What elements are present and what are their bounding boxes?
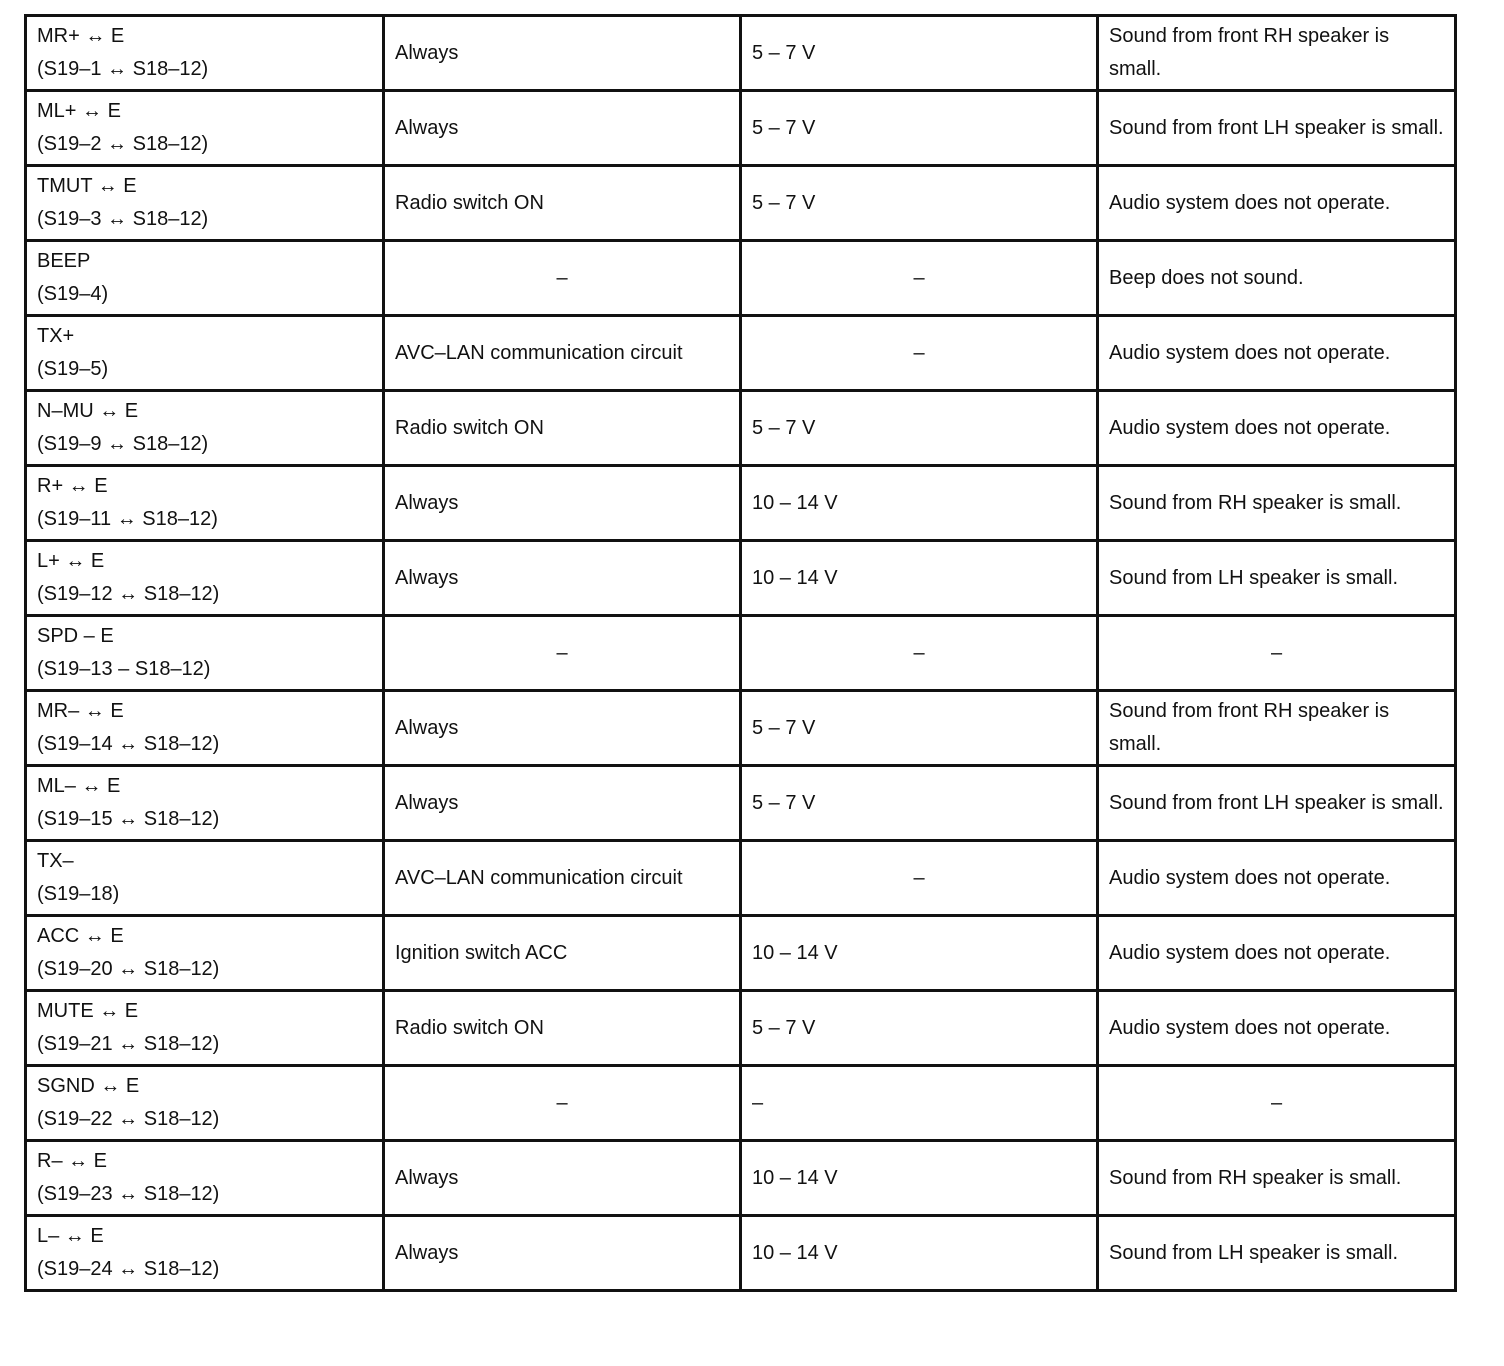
table-row	[26, 991, 1456, 1066]
table-row	[26, 16, 1456, 91]
specified-condition-cell: 5 – 7 V	[741, 391, 1098, 466]
symptom-cell: Sound from RH speaker is small.	[1098, 466, 1456, 541]
terminal-cell	[26, 1216, 384, 1291]
specified-condition-cell: 10 – 14 V	[741, 916, 1098, 991]
terminal-cell	[26, 466, 384, 541]
specified-condition-cell: –	[741, 616, 1098, 691]
terminal-cell	[26, 766, 384, 841]
condition-cell: Always	[384, 16, 741, 91]
table-row	[26, 91, 1456, 166]
terminal-pins: (S19–23 ↔ S18–12)	[37, 1183, 220, 1205]
terminal-pins: (S19–2 ↔ S18–12)	[37, 133, 209, 155]
specified-condition-cell: –	[741, 1066, 1098, 1141]
terminal-name: TMUT ↔ E	[37, 175, 137, 197]
terminal-name: TX+	[37, 325, 75, 347]
specified-condition-cell: 5 – 7 V	[741, 16, 1098, 91]
terminal-inspection-table	[24, 14, 1457, 1292]
table-row	[26, 466, 1456, 541]
specified-condition-cell: 5 – 7 V	[741, 991, 1098, 1066]
symptom-cell: Audio system does not operate.	[1098, 916, 1456, 991]
terminal-cell	[26, 1066, 384, 1141]
terminal-cell	[26, 616, 384, 691]
terminal-name: ML+ ↔ E	[37, 100, 121, 122]
condition-cell: AVC–LAN communication circuit	[384, 841, 741, 916]
terminal-pins: (S19–18)	[37, 883, 120, 905]
specified-condition-cell: 10 – 14 V	[741, 1141, 1098, 1216]
table-row	[26, 391, 1456, 466]
specified-condition-cell: 5 – 7 V	[741, 691, 1098, 766]
table-row	[26, 241, 1456, 316]
table-row	[26, 1141, 1456, 1216]
symptom-cell: Audio system does not operate.	[1098, 316, 1456, 391]
terminal-cell	[26, 1141, 384, 1216]
terminal-name: MR+ ↔ E	[37, 25, 125, 47]
table-row	[26, 616, 1456, 691]
table-row	[26, 541, 1456, 616]
terminal-pins: (S19–12 ↔ S18–12)	[37, 583, 220, 605]
terminal-name: SGND ↔ E	[37, 1075, 140, 1097]
terminal-pins: (S19–9 ↔ S18–12)	[37, 433, 209, 455]
condition-cell: –	[384, 241, 741, 316]
symptom-cell: –	[1098, 1066, 1456, 1141]
symptom-cell: Sound from front RH speaker is small.	[1098, 16, 1456, 91]
terminal-cell	[26, 166, 384, 241]
terminal-name: L– ↔ E	[37, 1225, 104, 1247]
terminal-pins: (S19–15 ↔ S18–12)	[37, 808, 220, 830]
condition-cell: AVC–LAN communication circuit	[384, 316, 741, 391]
terminal-name: ML– ↔ E	[37, 775, 121, 797]
specified-condition-cell: –	[741, 841, 1098, 916]
symptom-cell: Sound from LH speaker is small.	[1098, 1216, 1456, 1291]
terminal-cell	[26, 241, 384, 316]
terminal-cell	[26, 916, 384, 991]
condition-cell: Always	[384, 766, 741, 841]
terminal-cell	[26, 991, 384, 1066]
terminal-pins: (S19–3 ↔ S18–12)	[37, 208, 209, 230]
specified-condition-cell: 10 – 14 V	[741, 541, 1098, 616]
table-row	[26, 1066, 1456, 1141]
terminal-pins: (S19–22 ↔ S18–12)	[37, 1108, 220, 1130]
terminal-name: L+ ↔ E	[37, 550, 105, 572]
terminal-name: TX–	[37, 850, 74, 872]
symptom-cell: Audio system does not operate.	[1098, 991, 1456, 1066]
terminal-pins: (S19–20 ↔ S18–12)	[37, 958, 220, 980]
symptom-cell: Sound from front RH speaker is small.	[1098, 691, 1456, 766]
table-row	[26, 766, 1456, 841]
table-row	[26, 841, 1456, 916]
terminal-pins: (S19–4)	[37, 283, 109, 305]
condition-cell: Always	[384, 1141, 741, 1216]
condition-cell: Ignition switch ACC	[384, 916, 741, 991]
terminal-cell	[26, 91, 384, 166]
condition-cell: Radio switch ON	[384, 991, 741, 1066]
terminal-pins: (S19–5)	[37, 358, 109, 380]
condition-cell: Always	[384, 91, 741, 166]
terminal-cell	[26, 541, 384, 616]
specified-condition-cell: 10 – 14 V	[741, 466, 1098, 541]
terminal-name: SPD – E	[37, 625, 114, 647]
specified-condition-cell: 10 – 14 V	[741, 1216, 1098, 1291]
condition-cell: –	[384, 616, 741, 691]
condition-cell: Always	[384, 541, 741, 616]
specified-condition-cell: 5 – 7 V	[741, 91, 1098, 166]
specified-condition-cell: –	[741, 316, 1098, 391]
terminal-cell	[26, 841, 384, 916]
terminal-cell	[26, 16, 384, 91]
terminal-pins: (S19–14 ↔ S18–12)	[37, 733, 220, 755]
specified-condition-cell: 5 – 7 V	[741, 166, 1098, 241]
symptom-cell: Audio system does not operate.	[1098, 841, 1456, 916]
symptom-cell: Sound from RH speaker is small.	[1098, 1141, 1456, 1216]
terminal-name: MUTE ↔ E	[37, 1000, 139, 1022]
condition-cell: –	[384, 1066, 741, 1141]
symptom-cell: Beep does not sound.	[1098, 241, 1456, 316]
terminal-name: N–MU ↔ E	[37, 400, 139, 422]
terminal-pins: (S19–13 – S18–12)	[37, 658, 211, 680]
symptom-cell: Audio system does not operate.	[1098, 166, 1456, 241]
specified-condition-cell: –	[741, 241, 1098, 316]
terminal-pins: (S19–24 ↔ S18–12)	[37, 1258, 220, 1280]
terminal-cell	[26, 691, 384, 766]
terminal-name: BEEP	[37, 250, 91, 272]
terminal-cell	[26, 316, 384, 391]
terminal-cell	[26, 391, 384, 466]
symptom-cell: Sound from front LH speaker is small.	[1098, 91, 1456, 166]
table-row	[26, 916, 1456, 991]
terminal-name: MR– ↔ E	[37, 700, 124, 722]
table-row	[26, 316, 1456, 391]
symptom-cell: Audio system does not operate.	[1098, 391, 1456, 466]
table-row	[26, 166, 1456, 241]
table-body	[26, 16, 1456, 1291]
table-row	[26, 1216, 1456, 1291]
symptom-cell: Sound from front LH speaker is small.	[1098, 766, 1456, 841]
condition-cell: Radio switch ON	[384, 166, 741, 241]
condition-cell: Always	[384, 691, 741, 766]
terminal-name: R– ↔ E	[37, 1150, 108, 1172]
terminal-name: ACC ↔ E	[37, 925, 124, 947]
specified-condition-cell: 5 – 7 V	[741, 766, 1098, 841]
terminal-name: R+ ↔ E	[37, 475, 108, 497]
terminal-pins: (S19–1 ↔ S18–12)	[37, 58, 209, 80]
symptom-cell: Sound from LH speaker is small.	[1098, 541, 1456, 616]
terminal-pins: (S19–11 ↔ S18–12)	[37, 508, 218, 530]
condition-cell: Radio switch ON	[384, 391, 741, 466]
terminal-pins: (S19–21 ↔ S18–12)	[37, 1033, 220, 1055]
condition-cell: Always	[384, 466, 741, 541]
condition-cell: Always	[384, 1216, 741, 1291]
table-row	[26, 691, 1456, 766]
symptom-cell: –	[1098, 616, 1456, 691]
